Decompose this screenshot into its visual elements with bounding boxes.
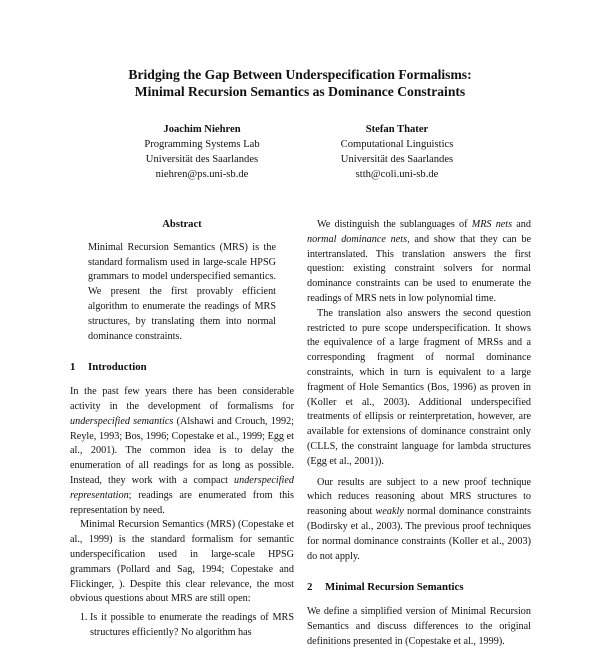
section-title: Introduction <box>88 361 147 374</box>
paper-title <box>0 66 600 100</box>
emphasis: MRS nets <box>471 219 513 230</box>
section-heading-introduction <box>70 360 294 375</box>
title-line-2: Minimal Recursion Semantics as Dominance Constraints <box>134 84 466 99</box>
text-run: We distinguish the sublanguages of <box>317 219 472 230</box>
right-paragraph-1 <box>307 218 531 307</box>
left-column <box>70 218 294 641</box>
text-run: and <box>512 219 531 230</box>
section-heading-mrs <box>307 580 531 595</box>
author-block-2 <box>287 122 507 182</box>
author-name: Stefan Thater <box>365 124 429 135</box>
text-run: Our results are subject to a new proof technique which reduces reasoning about MRS structures to reasoning about <box>307 476 531 518</box>
text-run: normal dominance constraints (Bodirsky et al., 2003). The previous proof techniques for normal dominance constraints (Koller et al., 2003) do not apply. <box>307 506 531 562</box>
title-line-1: Bridging the Gap Between Underspecification Formalisms: <box>128 67 472 82</box>
section-2-paragraph: We define a simplified version of Minimal Recursion Semantics and discuss differences to the original definitions presented in (Copestake et al., 1999). <box>307 606 531 647</box>
text-run: , and show that they can be intertranslated. This translation answers the first question: existing constraint solvers for normal dominance constraints can be used to enumerate the readings of MRS nets in low polynomial time. <box>307 233 531 304</box>
text-run: (Alshawi and Crouch, 1992; Reyle, 1993; Bos, 1996; Copestake et al., 1999; Egg et al., 2001). The common idea is to delay the enumeration of all readings for as long as possible. Instead, they work with a compact <box>70 415 294 486</box>
author-affiliation: Programming Systems Lab <box>144 139 260 150</box>
author-institution: Universität des Saarlandes <box>145 154 259 165</box>
emphasis: normal dominance nets <box>307 233 408 245</box>
right-paragraph-2: The translation also answers the second question restricted to pure scope underspecification. It shows the equivalence of a large fragment of MRSs and a corresponding fragment of normal dominance constraints, which in turn is equivalent to a large fragment of Hole Semantics (Bos, 1996) as proven in (Koller et al., 2003). Additional underspecified treatments of ellipsis or reinterpretation, however, are available for extensions of dominance constraint only (CLLS, the constraint language for lambda structures (Egg et al., 2001)). <box>307 307 531 467</box>
list-item: 1. Is it possible to enumerate the readings of MRS structures efficiently? No algorithm has <box>90 611 294 641</box>
section-number: 1 <box>70 361 76 374</box>
section-title: Minimal Recursion Semantics <box>325 581 464 594</box>
intro-paragraph-1 <box>70 385 294 518</box>
right-paragraph-3 <box>307 476 531 565</box>
abstract-text: Minimal Recursion Semantics (MRS) is the standard formalism used in large-scale HPSG grammars to model underspecified semantics. We present the first provably efficient algorithm to enumerate the readings of MRS structures, by translating them into normal dominance constraints. <box>88 241 276 342</box>
emphasis: underspecified representation <box>70 474 294 501</box>
abstract-heading: Abstract <box>162 219 202 230</box>
author-institution: Universität des Saarlandes <box>340 154 454 165</box>
emphasis: underspecified semantics <box>70 415 174 427</box>
section-number: 2 <box>307 581 313 594</box>
question-list <box>70 611 294 641</box>
author-email: niehren@ps.uni-sb.de <box>155 169 249 180</box>
author-affiliation: Computational Linguistics <box>340 139 454 150</box>
author-email: stth@coli.uni-sb.de <box>355 169 439 180</box>
right-column <box>307 218 531 650</box>
text-run: In the past few years there has been considerable activity in the development of formalisms for <box>70 386 294 412</box>
intro-paragraph-2: Minimal Recursion Semantics (MRS) (Copestake et al., 1999) is the standard formalism for semantic underspecification used in large-scale HPSG grammars (Pollard and Sag, 1994; Copestake and Flickinger, ). Despite this clear relevance, the most obvious questions about MRS are still open: <box>70 519 294 605</box>
text-run: ; readings are enumerated from this representation by need. <box>70 489 294 516</box>
author-block-1 <box>92 122 312 182</box>
emphasis: weakly <box>375 506 404 518</box>
author-name: Joachim Niehren <box>163 124 241 135</box>
